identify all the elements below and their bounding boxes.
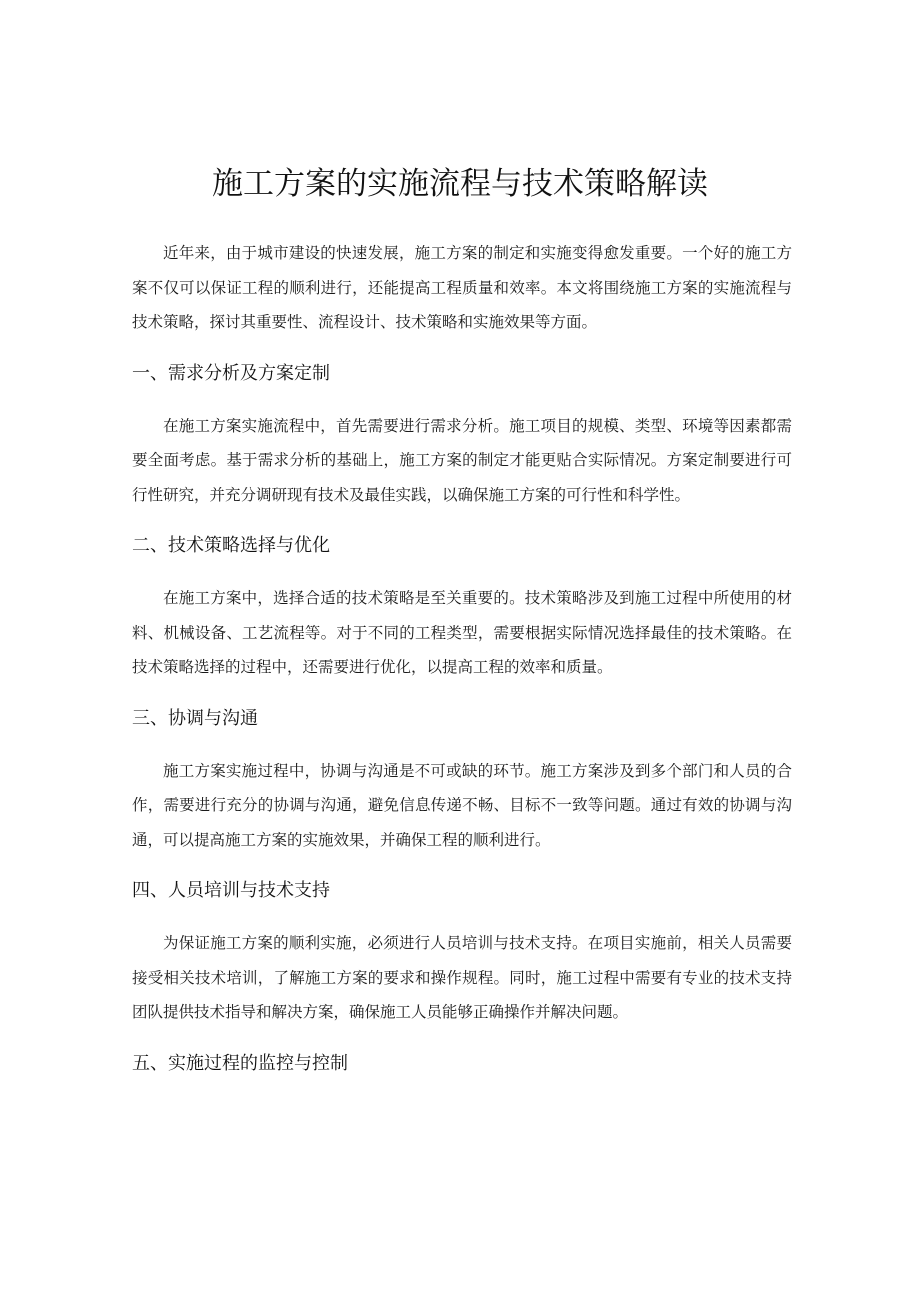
- section-heading: 一、需求分析及方案定制: [132, 362, 330, 384]
- section-paragraph: 施工方案实施过程中，协调与沟通是不可或缺的环节。施工方案涉及到多个部门和人员的合作，需要进行充分的协调与沟通，避免信息传递不畅、目标不一致等问题。通过有效的协调与沟通，可以提高施工方案的实施效果，并确保工程的顺利进行。: [132, 761, 792, 849]
- section-1: [132, 357, 792, 513]
- section-heading: 四、人员培训与技术支持: [132, 880, 330, 901]
- section-2: [132, 529, 792, 685]
- document-title: 施工方案的实施流程与技术策略解读: [212, 166, 708, 202]
- document-body: [132, 236, 792, 1099]
- section-heading: 二、技术策略选择与优化: [132, 535, 330, 556]
- section-heading: 五、实施过程的监控与控制: [132, 1052, 348, 1074]
- section-5: [132, 1047, 792, 1081]
- section-paragraph: 为保证施工方案的顺利实施，必须进行人员培训与技术支持。在项目实施前，相关人员需要接受相关技术培训，了解施工方案的要求和操作规程。同时，施工过程中需要有专业的技术支持团队提供技术指导和解决方案，确保施工人员能够正确操作并解决问题。: [132, 934, 792, 1021]
- section-heading: 三、协调与沟通: [132, 707, 258, 729]
- section-4: [132, 874, 792, 1030]
- section-3: [132, 702, 792, 858]
- intro-paragraph: 近年来，由于城市建设的快速发展，施工方案的制定和实施变得愈发重要。一个好的施工方案不仅可以保证工程的顺利进行，还能提高工程质量和效率。本文将围绕施工方案的实施流程与技术策略，探讨其重要性、流程设计、技术策略和实施效果等方面。: [132, 244, 792, 331]
- section-paragraph: 在施工方案中，选择合适的技术策略是至关重要的。技术策略涉及到施工过程中所使用的材料、机械设备、工艺流程等。对于不同的工程类型，需要根据实际情况选择最佳的技术策略。在技术策略选择的过程中，还需要进行优化，以提高工程的效率和质量。: [132, 589, 792, 676]
- section-paragraph: 在施工方案实施流程中，首先需要进行需求分析。施工项目的规模、类型、环境等因素都需要全面考虑。基于需求分析的基础上，施工方案的制定才能更贴合实际情况。方案定制要进行可行性研究，并充分调研现有技术及最佳实践，以确保施工方案的可行性和科学性。: [132, 416, 792, 504]
